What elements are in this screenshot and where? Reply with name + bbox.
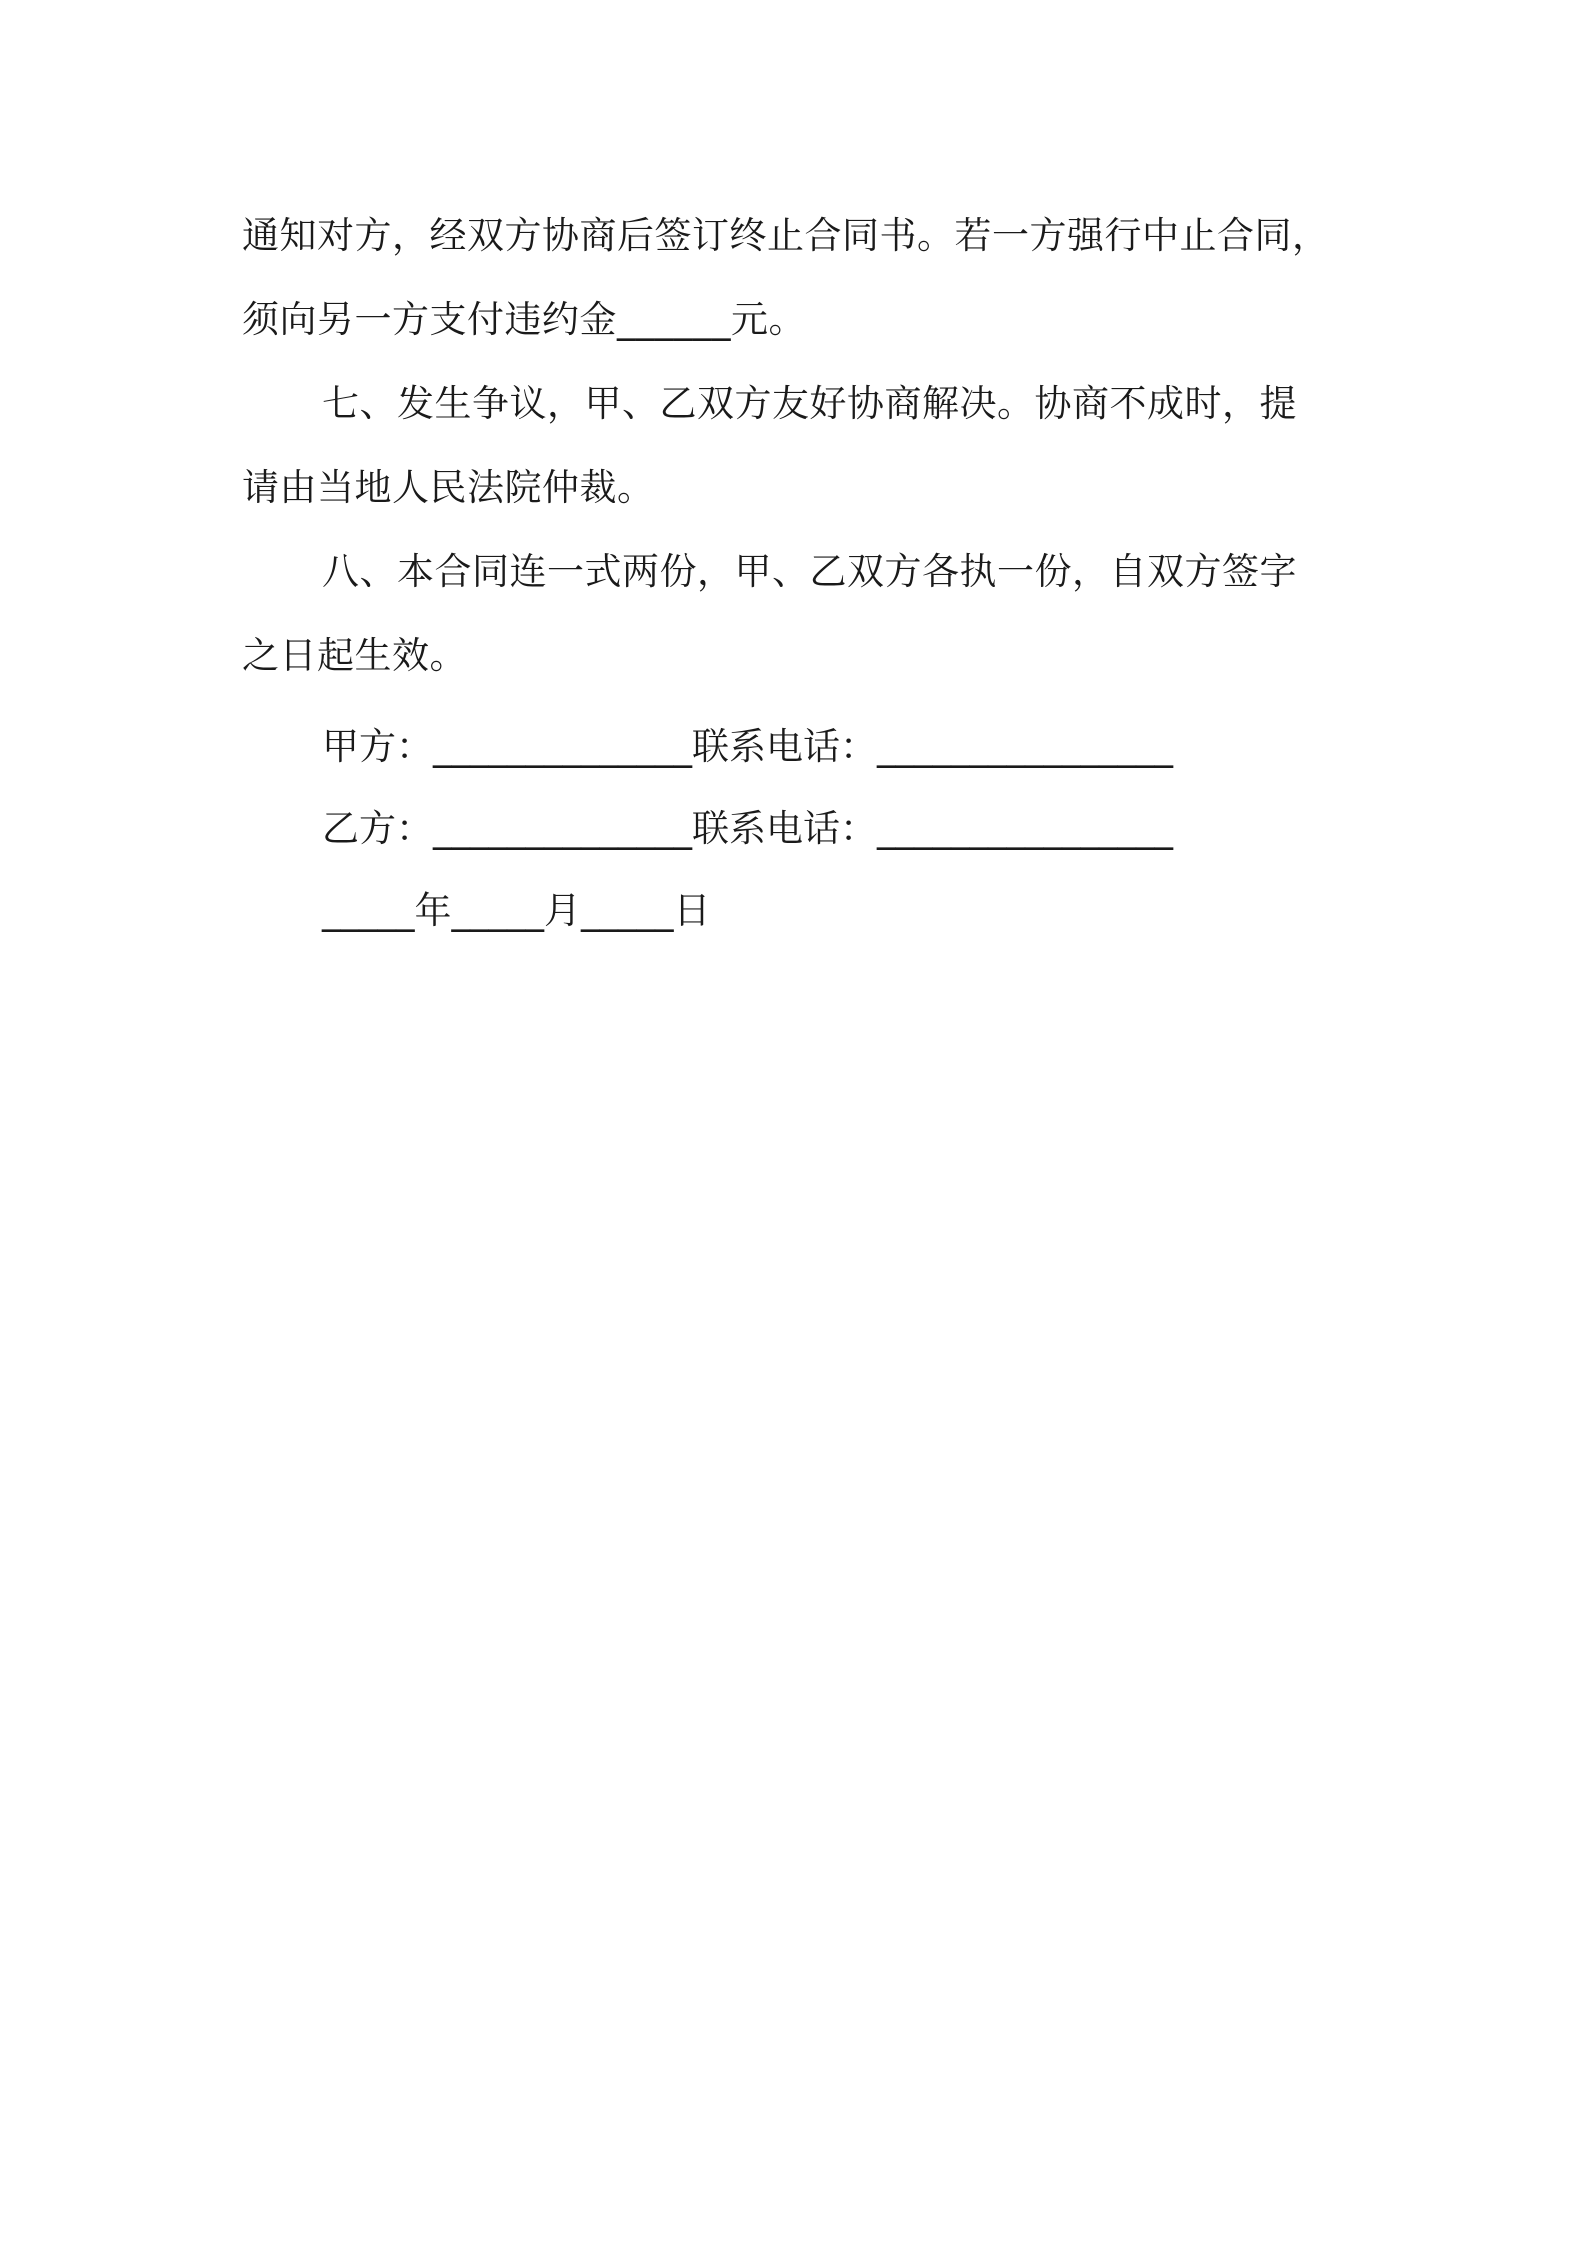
paragraph-6-line-1: 通知对方，经双方协商后签订终止合同书。若一方强行中止合同， [242, 214, 1330, 257]
signature-date-line: _____年_____月_____日 [322, 889, 711, 932]
clause-7-line-2: 请由当地人民法院仲裁。 [242, 466, 655, 509]
clause-8-line-1: 八、本合同连一式两份，甲、乙双方各执一份，自双方签字 [322, 550, 1297, 593]
clause-8-line-2: 之日起生效。 [242, 634, 467, 677]
party-a-signature-line: 甲方：______________联系电话：________________ [322, 725, 1173, 768]
clause-7-line-1: 七、发生争议，甲、乙双方友好协商解决。协商不成时，提 [322, 382, 1297, 425]
paragraph-6-line-2: 须向另一方支付违约金______元。 [242, 298, 806, 341]
document-body [242, 194, 1352, 952]
party-b-signature-line: 乙方：______________联系电话：________________ [322, 807, 1173, 850]
